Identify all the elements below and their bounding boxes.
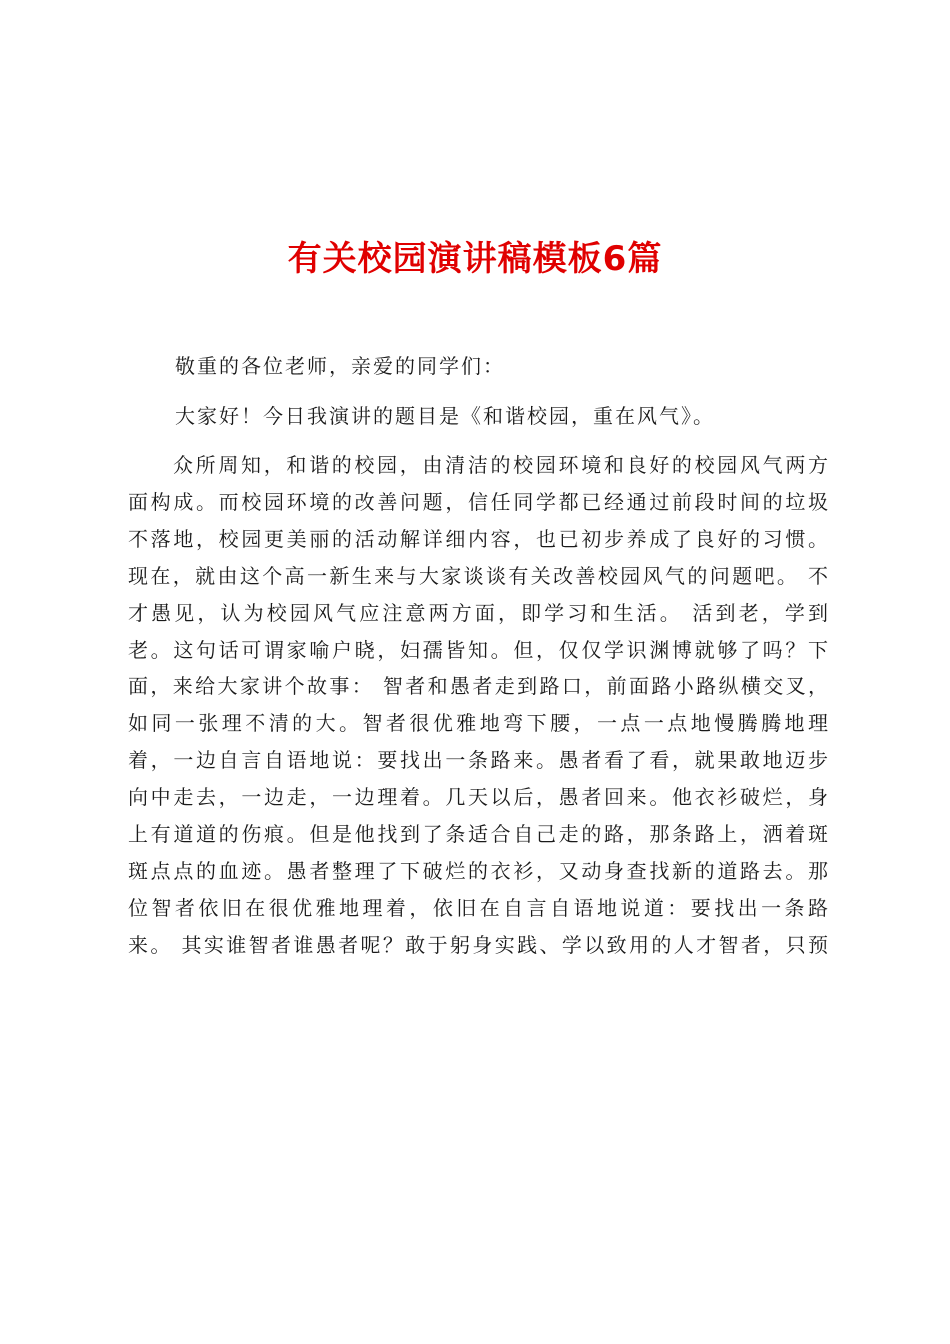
body-paragraph: 众所周知，和谐的校园，由清洁的校园环境和良好的校园风气两方面构成。而校园环境的改善问题，信任同学都已经通过前段时间的垃圾不落地，校园更美丽的活动解详细内容，也已初步养成了良好的习惯。现在，就由这个高一新生来与大家谈谈有关改善校园风气的问题吧。 不才愚见，认为校园风气应注意两方面，即学习和生活。 活到老，学到老。这句话可谓家喻户晓，妇孺皆知。但，仅仅学识渊博就够了吗？下面，来给大家讲个故事： 智者和愚者走到路口，前面路小路纵横交叉，如同一张理不清的大。智者很优雅地弯下腰，一点一点地慢腾腾地理着，一边自言自语地说：要找出一条路来。愚者看了看，就果敢地迈步向中走去，一边走，一边理着。几天以后，愚者回来。他衣衫破烂，身上有道道的伤痕。但是他找到了条适合自己走的路，那条路上，洒着斑斑点点的血迹。愚者整理了下破烂的衣衫，又动身查找新的道路去。那位智者依旧在很优雅地理着，依旧在自言自语地说道：要找出一条路来。 其实谁智者谁愚者呢？敢于躬身实践、学以致用的人才智者，只预 [128, 453, 830, 957]
document-title: 有关校园演讲稿模板6篇 [287, 238, 663, 279]
greeting-paragraph: 大家好！今日我演讲的题目是《和谐校园，重在风气》。 [175, 404, 715, 428]
salutation-paragraph: 敬重的各位老师，亲爱的同学们： [175, 354, 505, 378]
